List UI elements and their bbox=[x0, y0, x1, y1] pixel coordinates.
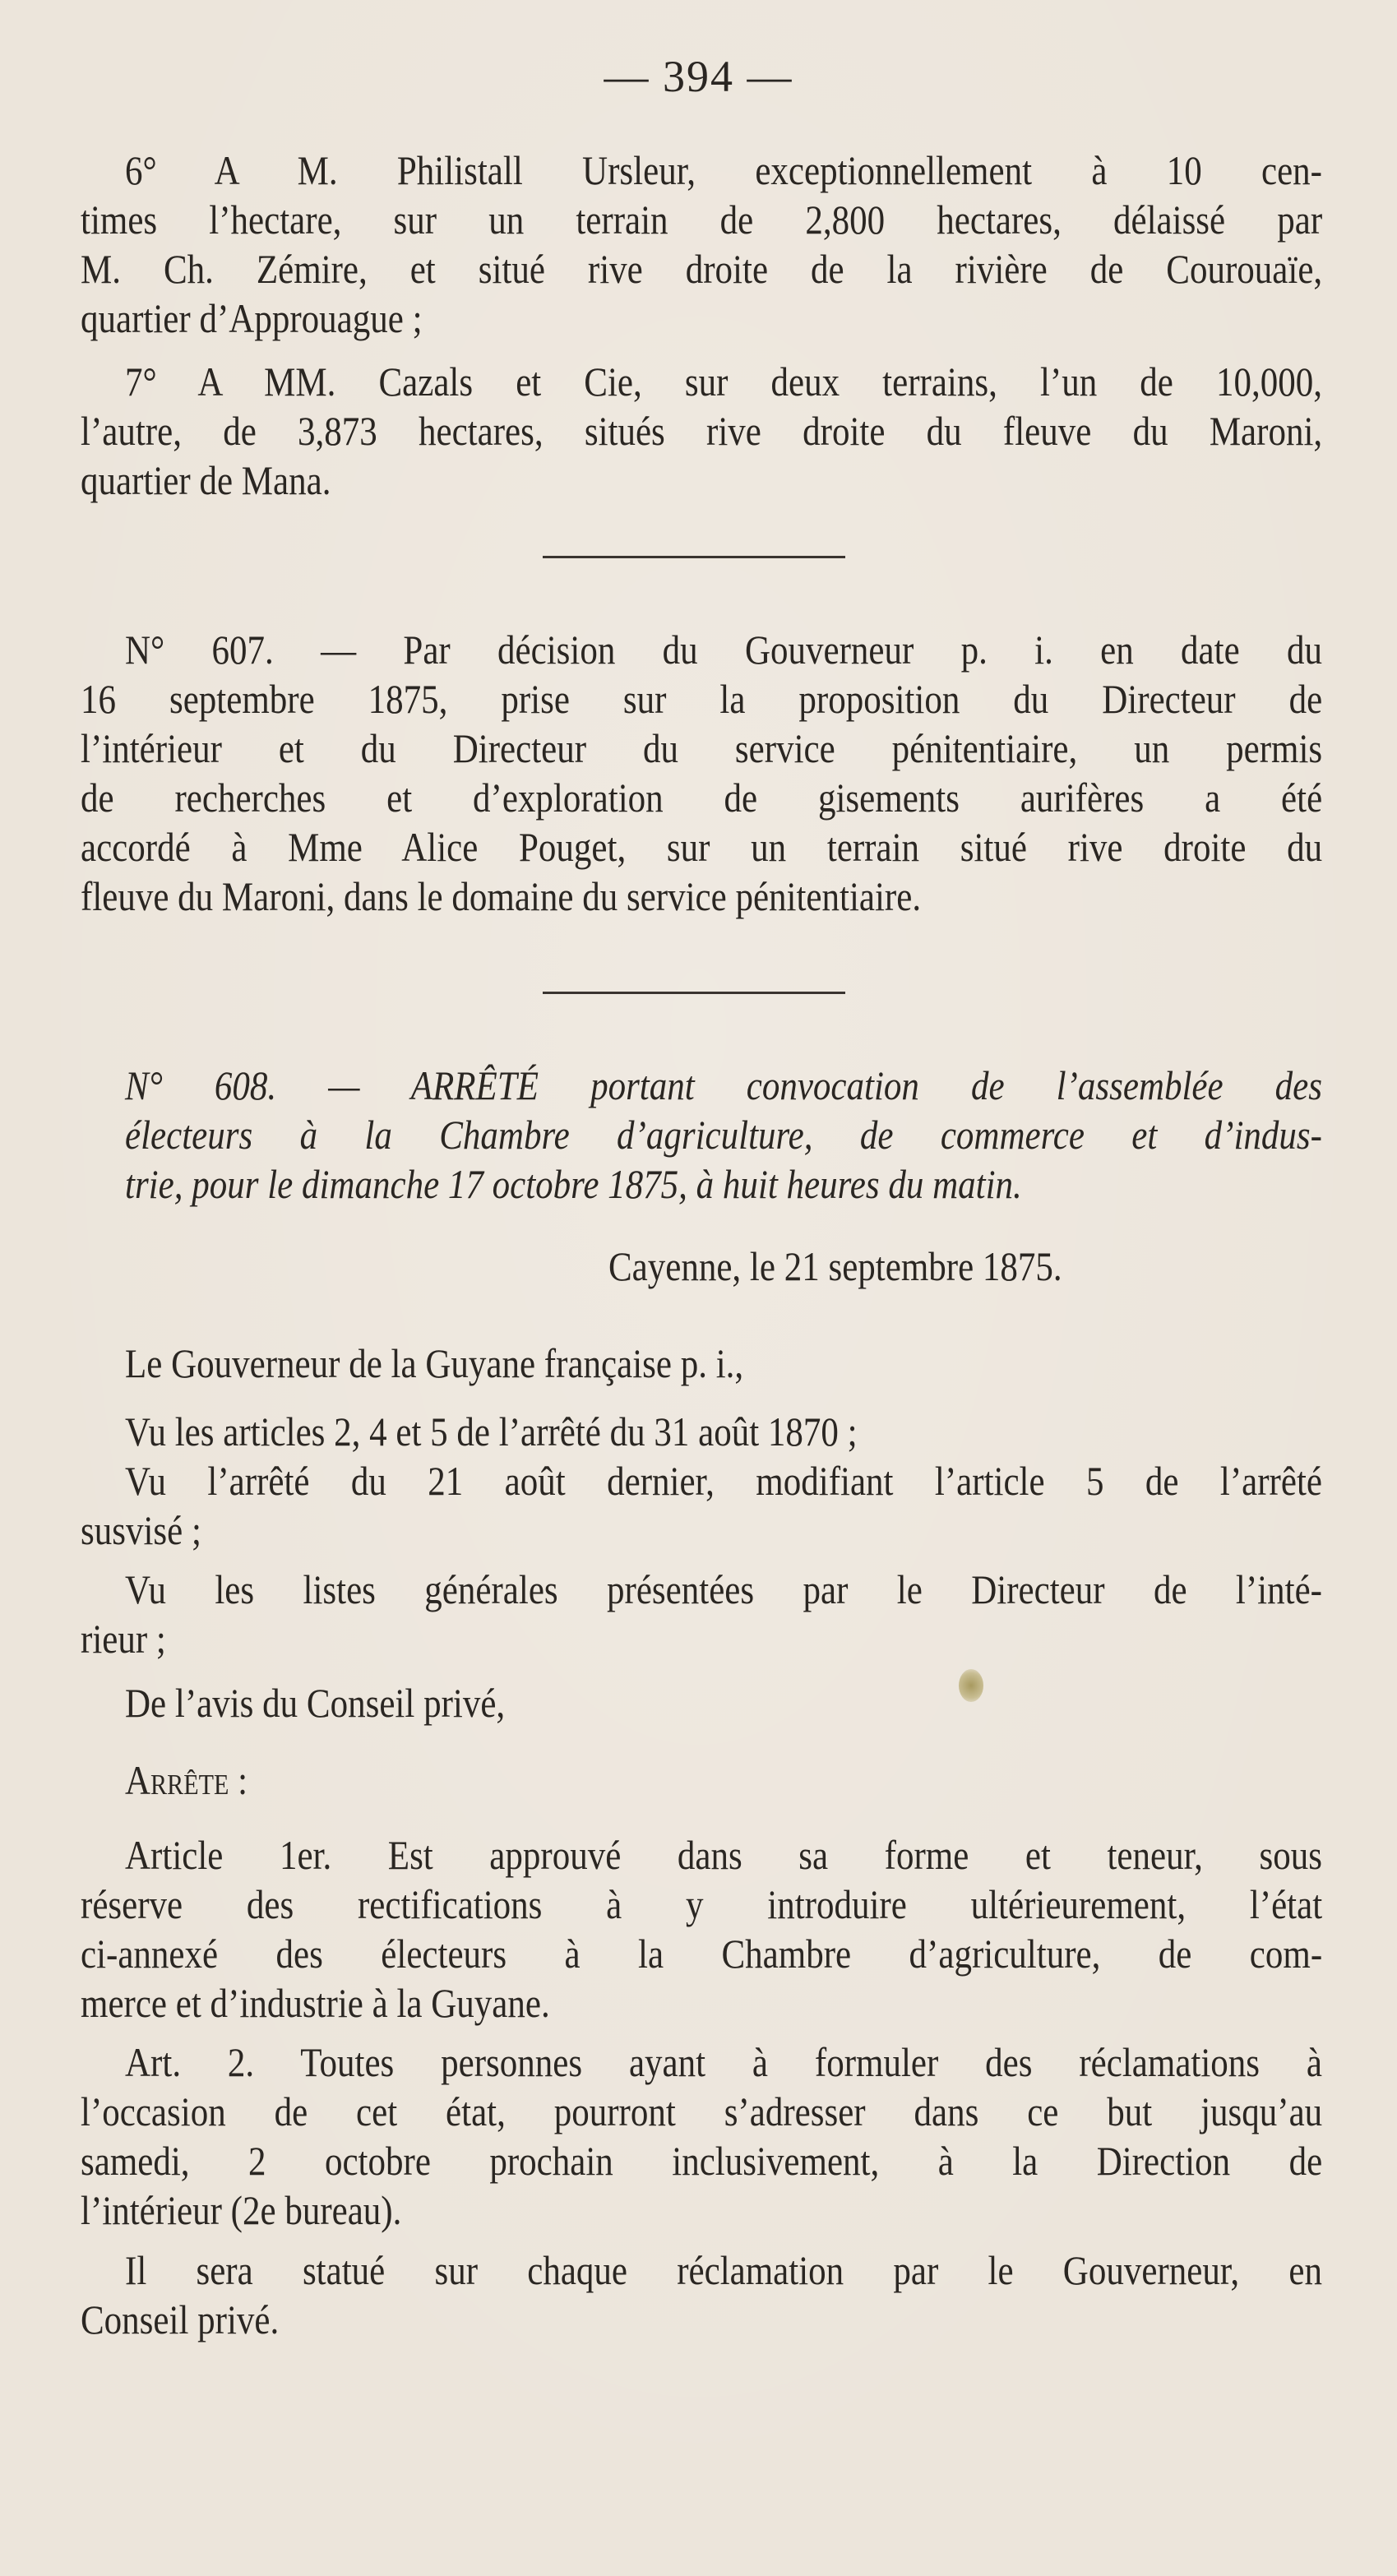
paper-stain bbox=[959, 1669, 983, 1702]
text-line: Le Gouverneur de la Guyane française p. i., bbox=[125, 1340, 744, 1386]
text-line: 7° A MM. Cazals et Cie, sur deux terrains, l’un de 10,000, bbox=[125, 358, 1322, 405]
text-line: l’occasion de cet état, pourront s’adresser dans ce but jusqu’au bbox=[81, 2088, 1323, 2134]
page-number-header: — 394 — bbox=[604, 52, 793, 101]
text-line: l’intérieur et du Directeur du service pénitentiaire, un permis bbox=[81, 725, 1323, 771]
text-line: accordé à Mme Alice Pouget, sur un terrain situé rive droite du bbox=[81, 824, 1323, 870]
dateline: Cayenne, le 21 septembre 1875. bbox=[608, 1243, 1062, 1289]
text-line: Il sera statué sur chaque réclamation par le Gouverneur, en bbox=[125, 2247, 1322, 2293]
text-line: Conseil privé. bbox=[81, 2296, 280, 2342]
text-line: Vu l’arrêté du 21 août dernier, modifiant l’article 5 de l’arrêté bbox=[125, 1458, 1322, 1504]
text-line: merce et d’industrie à la Guyane. bbox=[81, 1980, 550, 2026]
text-line: Vu les listes générales présentées par le Directeur de l’inté- bbox=[125, 1566, 1322, 1612]
section-divider bbox=[543, 556, 845, 558]
text-line: quartier d’Approuague ; bbox=[81, 295, 423, 341]
text-line: M. Ch. Zémire, et situé rive droite de la rivière de Courouaïe, bbox=[81, 246, 1323, 292]
text-line: Article 1er. Est approuvé dans sa forme et teneur, sous bbox=[125, 1832, 1322, 1878]
text-line: De l’avis du Conseil privé, bbox=[125, 1680, 506, 1726]
text-line: quartier de Mana. bbox=[81, 457, 331, 503]
text-line: susvisé ; bbox=[81, 1507, 201, 1553]
decree-title-line: trie, pour le dimanche 17 octobre 1875, à huit heures du matin. bbox=[125, 1161, 1022, 1207]
text-line: 16 septembre 1875, prise sur la proposition du Directeur de bbox=[81, 676, 1323, 722]
text-line: Art. 2. Toutes personnes ayant à formuler des réclamations à bbox=[125, 2039, 1322, 2085]
text-line: N° 607. — Par décision du Gouverneur p. i. en date du bbox=[125, 627, 1322, 673]
text-line: 6° A M. Philistall Ursleur, exceptionnellement à 10 cen- bbox=[125, 147, 1322, 193]
text-line: fleuve du Maroni, dans le domaine du service pénitentiaire. bbox=[81, 873, 922, 919]
arrete-heading: Arrête : bbox=[125, 1757, 248, 1803]
text-line: de recherches et d’exploration de gisements aurifères a été bbox=[81, 775, 1323, 821]
text-line: réserve des rectifications à y introduire ultérieurement, l’état bbox=[81, 1881, 1323, 1927]
text-line: l’intérieur (2e bureau). bbox=[81, 2187, 402, 2233]
text-line: rieur ; bbox=[81, 1616, 166, 1662]
text-line: Vu les articles 2, 4 et 5 de l’arrêté du 31 août 1870 ; bbox=[125, 1408, 858, 1454]
text-line: ci-annexé des électeurs à la Chambre d’agriculture, de com- bbox=[81, 1931, 1323, 1977]
text-line: l’autre, de 3,873 hectares, situés rive droite du fleuve du Maroni, bbox=[81, 408, 1323, 454]
decree-title-line: électeurs à la Chambre d’agriculture, de commerce et d’indus- bbox=[125, 1112, 1322, 1158]
decree-title-line: N° 608. — ARRÊTÉ portant convocation de l’assemblée des bbox=[125, 1062, 1322, 1108]
section-divider bbox=[543, 992, 845, 994]
text-line: samedi, 2 octobre prochain inclusivement, à la Direction de bbox=[81, 2138, 1323, 2184]
text-line: times l’hectare, sur un terrain de 2,800 hectares, délaissé par bbox=[81, 197, 1323, 243]
